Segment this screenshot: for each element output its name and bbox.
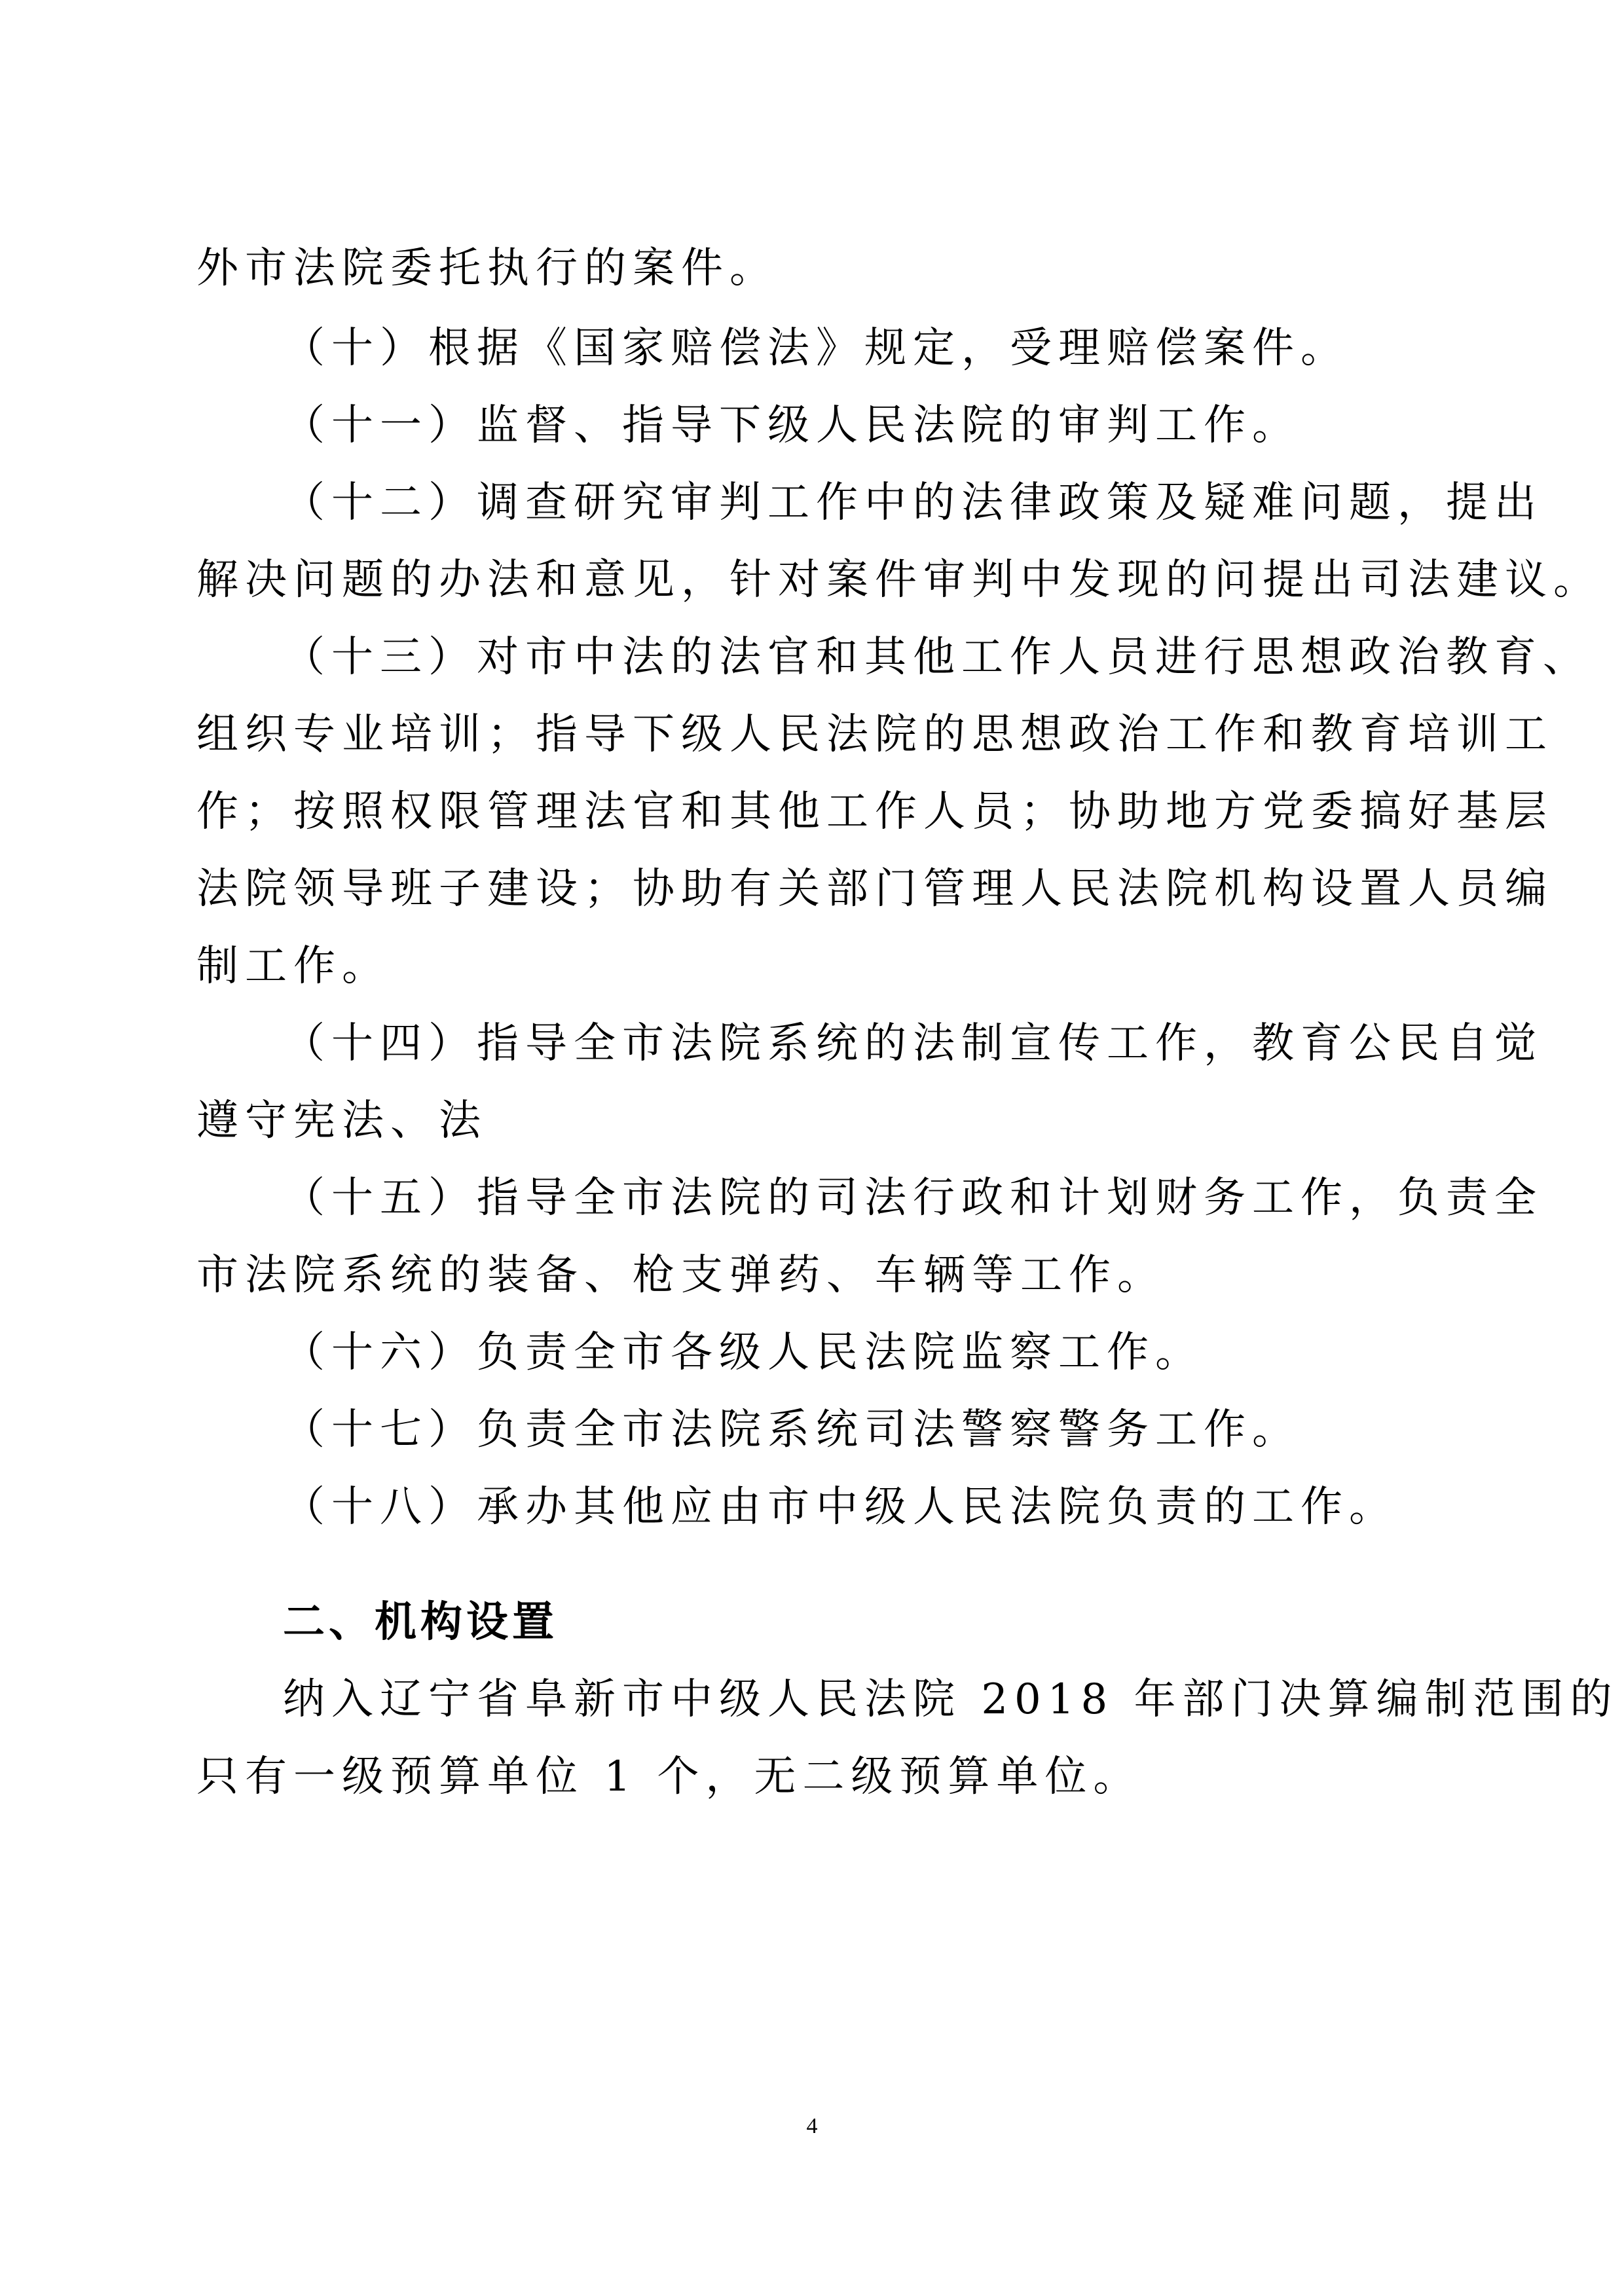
text-line: 法院领导班子建设；协助有关部门管理人民法院机构设置人员编	[196, 865, 1553, 913]
text-line: （十四）指导全市法院系统的法制宣传工作，教育公民自觉	[283, 1019, 1543, 1068]
page-number: 4	[806, 2114, 818, 2138]
text-line: 制工作。	[196, 942, 390, 991]
text-line: （十七）负责全市法院系统司法警察警务工作。	[283, 1406, 1301, 1454]
text-line: （十八）承办其他应由市中级人民法院负责的工作。	[283, 1483, 1397, 1531]
text-line: 解决问题的办法和意见，针对案件审判中发现的问提出司法建议。	[196, 556, 1602, 604]
text-line: 只有一级预算单位 1 个，无二级预算单位。	[196, 1753, 1142, 1801]
text-line: 外市法院委托执行的案件。	[196, 244, 778, 293]
text-line: 遵守宪法、法	[196, 1097, 487, 1145]
text-line: （十）根据《国家赔偿法》规定，受理赔偿案件。	[283, 324, 1349, 373]
text-line: （十六）负责全市各级人民法院监察工作。	[283, 1328, 1204, 1377]
text-line: （十五）指导全市法院的司法行政和计划财务工作，负责全	[283, 1174, 1543, 1222]
text-line: 市法院系统的装备、枪支弹药、车辆等工作。	[196, 1251, 1166, 1300]
text-line: 作；按照权限管理法官和其他工作人员；协助地方党委搞好基层	[196, 788, 1553, 836]
section-heading: 二、机构设置	[283, 1597, 558, 1647]
text-line: 组织专业培训；指导下级人民法院的思想政治工作和教育培训工	[196, 710, 1553, 759]
text-line: 纳入辽宁省阜新市中级人民法院 2018 年部门决算编制范围的	[283, 1675, 1619, 1724]
text-line: （十二）调查研究审判工作中的法律政策及疑难问题，提出	[283, 479, 1543, 527]
text-line: （十三）对市中法的法官和其他工作人员进行思想政治教育、	[283, 633, 1591, 682]
text-line: （十一）监督、指导下级人民法院的审判工作。	[283, 401, 1301, 450]
